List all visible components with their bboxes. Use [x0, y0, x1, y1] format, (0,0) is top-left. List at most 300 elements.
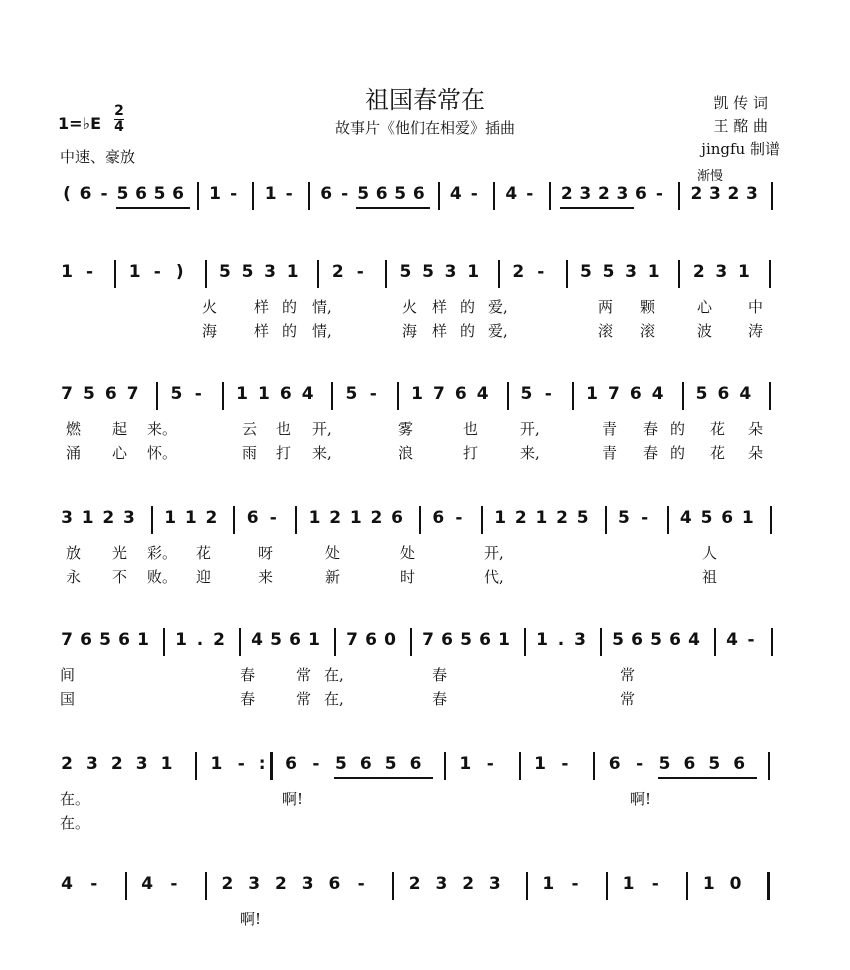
note: 6 — [432, 508, 445, 528]
lyric-syllable: 样 — [254, 298, 270, 316]
lyric-syllable: 起 — [112, 420, 128, 438]
lyric-syllable: 怀。 — [147, 444, 178, 462]
lyric-syllable: 祖 — [702, 568, 718, 586]
note: 6 — [717, 384, 730, 404]
lyric-syllable: 人 — [702, 544, 718, 562]
note: 1 — [494, 508, 507, 528]
beam-underline — [578, 207, 597, 209]
note: 1 — [128, 262, 141, 282]
bar-line — [392, 872, 394, 900]
note: - — [269, 508, 277, 528]
lyric-syllable: 常 — [296, 666, 312, 684]
note: 6 — [320, 184, 333, 204]
note: 1 — [81, 508, 94, 528]
note: 1 — [741, 508, 754, 528]
note: 5 — [422, 262, 434, 282]
note: 3 — [715, 262, 728, 282]
note: 1 — [257, 384, 270, 404]
note: 3 — [122, 508, 135, 528]
lyric-syllable: 啊! — [240, 910, 262, 928]
rit-marking: 渐慢 — [697, 169, 724, 184]
bar-line — [593, 752, 595, 780]
note: - — [369, 384, 377, 404]
lyric-syllable: 代, — [484, 568, 504, 586]
lyric-syllable: 打 — [463, 444, 479, 462]
note: 4 — [476, 384, 489, 404]
note: 4 — [141, 874, 154, 894]
note: 7 — [61, 630, 73, 650]
note: - — [544, 384, 552, 404]
song-subtitle: 故事片《他们在相爱》插曲 — [334, 119, 515, 137]
note: 6 — [135, 184, 147, 204]
lyric-syllable: 波 — [697, 322, 713, 340]
note: - — [636, 754, 644, 774]
note: 0 — [384, 630, 396, 650]
lyric-syllable: 在, — [324, 666, 344, 684]
note: 5 — [700, 508, 713, 528]
note: 6 — [479, 630, 491, 650]
lyric-syllable: 花 — [710, 444, 726, 462]
lyric-syllable: 国 — [60, 690, 76, 708]
note: 6 — [733, 754, 746, 774]
note: 1 — [542, 874, 555, 894]
bar-line — [233, 506, 235, 534]
note: 6 — [669, 630, 681, 650]
bar-line — [252, 182, 254, 210]
lyric-syllable: 来, — [520, 444, 540, 462]
bar-line — [331, 382, 333, 410]
note: 3 — [625, 262, 637, 282]
note: 1 — [647, 262, 660, 282]
note: 5 — [695, 384, 708, 404]
bar-line — [549, 182, 551, 210]
lyric-syllable: 打 — [276, 444, 292, 462]
lyric-syllable: 青 — [602, 444, 618, 462]
meter-top: 2 — [114, 103, 124, 119]
note: 6 — [285, 754, 297, 774]
lyric-syllable: 春 — [432, 666, 448, 684]
lyric-syllable: 春 — [643, 420, 659, 438]
note: 1 — [264, 184, 277, 204]
note: 5 — [334, 754, 347, 774]
lyric-syllable: 常 — [620, 666, 636, 684]
note: 6 — [683, 754, 696, 774]
lyric-syllable: 永 — [66, 568, 82, 586]
note: 6 — [104, 384, 117, 404]
bar-line — [205, 872, 207, 900]
note: - — [641, 508, 649, 528]
lyric-syllable: 春 — [240, 690, 256, 708]
note: 5 — [357, 184, 370, 204]
note: 3 — [135, 754, 148, 774]
note: - — [237, 754, 245, 774]
bar-line — [498, 260, 500, 288]
lyric-syllable: 常 — [620, 690, 636, 708]
bar-line — [600, 628, 602, 656]
note: 1 — [160, 754, 173, 774]
note: 3 — [616, 184, 629, 204]
beam-underline — [153, 207, 172, 209]
lyric-syllable: 中 — [748, 298, 764, 316]
note: 5 — [270, 630, 282, 650]
note: 4 — [61, 874, 73, 894]
beam-underline — [707, 777, 732, 779]
bar-line — [686, 872, 688, 900]
bar-line — [572, 382, 574, 410]
note: 6 — [634, 184, 647, 204]
note: 2 — [110, 754, 123, 774]
lyric-syllable: 滚 — [640, 322, 656, 340]
note: 6 — [172, 184, 184, 204]
note: 6 — [608, 754, 621, 774]
repeat-colon: : — [258, 754, 266, 774]
bar-line — [566, 260, 568, 288]
note: 1 — [137, 630, 149, 650]
note: 5 — [708, 754, 721, 774]
note: 1 — [459, 754, 472, 774]
meter-bottom: 4 — [114, 119, 124, 135]
lyric-syllable: 开, — [312, 420, 332, 438]
note: - — [285, 184, 293, 204]
note: - — [312, 754, 320, 774]
note: 4 — [726, 630, 738, 650]
lyric-syllable: 间 — [60, 666, 76, 684]
note: 2 — [370, 508, 383, 528]
note: 6 — [289, 630, 301, 650]
note: - — [356, 262, 364, 282]
lyric-syllable: 花 — [196, 544, 212, 562]
bar-line — [444, 752, 446, 780]
note: - — [571, 874, 579, 894]
lyric-syllable: 新 — [325, 568, 341, 586]
beam-underline — [732, 777, 757, 779]
lyric-syllable: 时 — [400, 568, 416, 586]
notation-system — [58, 382, 788, 418]
beam-underline — [334, 777, 359, 779]
note: 1 — [184, 508, 197, 528]
bar-line — [769, 382, 771, 410]
lyric-syllable: 海 — [402, 322, 418, 340]
note: 6 — [359, 754, 372, 774]
lyric-syllable: 爱, — [488, 322, 508, 340]
bar-line — [771, 628, 773, 656]
note: 2 — [61, 754, 73, 774]
beam-underline — [384, 777, 409, 779]
note: 1 — [411, 384, 423, 404]
note: 1 — [308, 508, 321, 528]
note: - — [651, 874, 659, 894]
notation-system — [58, 182, 788, 218]
lyric-syllable: 青 — [602, 420, 618, 438]
lyric-syllable: 来。 — [147, 420, 178, 438]
note: 3 — [85, 754, 98, 774]
bar-line — [605, 506, 607, 534]
lyric-syllable: 火 — [402, 298, 418, 316]
note: - — [357, 874, 365, 894]
note: 2 — [556, 508, 568, 528]
note: 5 — [394, 184, 407, 204]
bar-line — [678, 260, 680, 288]
beam-underline — [359, 777, 384, 779]
bar-line — [295, 506, 297, 534]
note: 2 — [512, 262, 525, 282]
beam-underline — [597, 207, 616, 209]
note: 6 — [80, 630, 92, 650]
lyric-syllable: 样 — [432, 322, 448, 340]
lyric-syllable: 的 — [282, 322, 298, 340]
bar-line — [606, 872, 608, 900]
lyric-syllable: 的 — [460, 298, 476, 316]
lyric-syllable: 心 — [112, 444, 128, 462]
lyric-syllable: 处 — [400, 544, 416, 562]
note: - — [561, 754, 569, 774]
bar-line — [151, 506, 153, 534]
note: - — [100, 184, 108, 204]
note: 7 — [422, 630, 434, 650]
beam-underline — [116, 207, 135, 209]
lyric-syllable: 春 — [432, 690, 448, 708]
bar-line — [156, 382, 158, 410]
note: 3 — [746, 184, 758, 204]
note: 5 — [618, 508, 630, 528]
note: - — [170, 874, 178, 894]
lyric-syllable: 雾 — [398, 420, 414, 438]
note: 2 — [331, 262, 344, 282]
note: 2 — [692, 262, 705, 282]
tempo-marking: 中速、豪放 — [60, 148, 136, 166]
note: 1 — [536, 630, 548, 650]
lyric-syllable: 燃 — [66, 420, 82, 438]
note: - — [537, 262, 545, 282]
note: 5 — [650, 630, 662, 650]
note: 2 — [514, 508, 527, 528]
note: 1 — [236, 384, 248, 404]
beam-underline — [375, 207, 394, 209]
bar-line — [397, 382, 399, 410]
note: 5 — [116, 184, 129, 204]
note: 5 — [658, 754, 671, 774]
lyric-syllable: 开, — [520, 420, 540, 438]
note: 3 — [248, 874, 261, 894]
note: 6 — [454, 384, 467, 404]
note: 5 — [219, 262, 231, 282]
bar-line — [205, 260, 207, 288]
lyric-syllable: 彩。 — [147, 544, 178, 562]
bar-line — [678, 182, 680, 210]
lyric-syllable: 花 — [710, 420, 726, 438]
note: 5 — [241, 262, 254, 282]
note: 1 — [286, 262, 299, 282]
note: 4 — [688, 630, 700, 650]
note: - — [470, 184, 478, 204]
note: 6 — [375, 184, 388, 204]
note: - — [230, 184, 238, 204]
note: 5 — [460, 630, 472, 650]
note: - — [747, 630, 755, 650]
note: 3 — [709, 184, 721, 204]
bar-line — [767, 872, 770, 900]
note: 1 — [586, 384, 598, 404]
note: 1 — [349, 508, 362, 528]
bar-line — [308, 182, 310, 210]
note: ) — [175, 262, 184, 282]
lyric-syllable: 开, — [484, 544, 504, 562]
notation-system — [58, 506, 788, 542]
lyric-syllable: 云 — [242, 420, 258, 438]
bar-line — [197, 182, 199, 210]
note: - — [526, 184, 534, 204]
note: 2 — [560, 184, 573, 204]
note: - — [655, 184, 663, 204]
bar-line — [682, 382, 684, 410]
note: 4 — [301, 384, 314, 404]
beam-underline — [560, 207, 579, 209]
note: 5 — [399, 262, 412, 282]
composer-credit: 王 酩 曲 — [713, 117, 768, 135]
lyric-syllable: 处 — [325, 544, 341, 562]
note: 4 — [251, 630, 263, 650]
bar-line — [438, 182, 440, 210]
note: 6 — [412, 184, 425, 204]
beam-underline — [171, 207, 190, 209]
bar-line — [195, 752, 197, 780]
lyric-syllable: 浪 — [398, 444, 414, 462]
lyric-syllable: 样 — [254, 322, 270, 340]
note: 7 — [61, 384, 73, 404]
time-signature — [114, 104, 124, 135]
lyric-syllable: 火 — [202, 298, 218, 316]
lyric-syllable: 常 — [296, 690, 312, 708]
note: 4 — [651, 384, 664, 404]
note: 5 — [384, 754, 397, 774]
beam-underline — [412, 207, 431, 209]
note: 1 — [534, 754, 546, 774]
note: 5 — [170, 384, 183, 404]
lyric-syllable: 来, — [312, 444, 332, 462]
note: 7 — [433, 384, 445, 404]
note: 1 — [61, 262, 73, 282]
song-title: 祖国春常在 — [365, 86, 485, 114]
note: 5 — [612, 630, 624, 650]
lyric-syllable: 涛 — [748, 322, 764, 340]
note: 2 — [213, 630, 225, 650]
lyric-syllable: 来 — [258, 568, 274, 586]
note: . — [196, 630, 204, 650]
note: 2 — [329, 508, 342, 528]
lyric-syllable: 在。 — [60, 790, 91, 808]
note: 1 — [702, 874, 715, 894]
note: 6 — [409, 754, 422, 774]
note: - — [486, 754, 494, 774]
key-signature: 1=♭E — [58, 114, 102, 133]
bar-line — [334, 628, 336, 656]
note: 5 — [576, 508, 589, 528]
beam-underline — [615, 207, 634, 209]
lyric-syllable: 海 — [202, 322, 218, 340]
bar-line — [770, 506, 772, 534]
lyric-syllable: 情, — [312, 298, 332, 316]
lyric-syllable: 放 — [66, 544, 82, 562]
bar-line — [519, 752, 521, 780]
lyricist-credit: 凯 传 词 — [713, 94, 768, 112]
bar-line — [419, 506, 421, 534]
note: 2 — [205, 508, 218, 528]
note: 6 — [246, 508, 259, 528]
lyric-syllable: 雨 — [242, 444, 258, 462]
lyric-syllable: 也 — [276, 420, 292, 438]
lyric-syllable: 不 — [112, 568, 128, 586]
lyric-syllable: 在, — [324, 690, 344, 708]
lyric-syllable: 心 — [697, 298, 713, 316]
note: ( — [63, 184, 71, 204]
note: 5 — [99, 630, 111, 650]
beam-underline — [356, 207, 375, 209]
lyric-syllable: 的 — [670, 444, 686, 462]
note: 5 — [580, 262, 592, 282]
note: 3 — [444, 262, 457, 282]
note: 6 — [631, 630, 643, 650]
note: 1 — [535, 508, 548, 528]
note: 3 — [574, 630, 586, 650]
note: 3 — [435, 874, 448, 894]
note: 2 — [275, 874, 287, 894]
bar-line — [771, 182, 773, 210]
note: 2 — [597, 184, 610, 204]
lyric-syllable: 的 — [282, 298, 298, 316]
note: 1 — [498, 630, 510, 650]
note: 6 — [79, 184, 92, 204]
note: 6 — [279, 384, 292, 404]
note: - — [86, 262, 94, 282]
lyric-syllable: 样 — [432, 298, 448, 316]
note: 1 — [737, 262, 750, 282]
note: 7 — [346, 630, 358, 650]
note: - — [455, 508, 463, 528]
lyric-syllable: 情, — [312, 322, 332, 340]
note: 5 — [520, 384, 533, 404]
note: 6 — [629, 384, 642, 404]
arranger-credit: jingfu 制谱 — [701, 140, 780, 158]
note: 1 — [467, 262, 480, 282]
lyric-syllable: 朵 — [748, 420, 764, 438]
lyric-syllable: 呀 — [258, 544, 274, 562]
bar-line — [768, 752, 770, 780]
note: 2 — [462, 874, 475, 894]
note: 4 — [739, 384, 752, 404]
bar-line — [524, 628, 526, 656]
note: 2 — [408, 874, 421, 894]
note: 6 — [328, 874, 341, 894]
note: 2 — [690, 184, 703, 204]
bar-line — [769, 260, 771, 288]
note: 3 — [301, 874, 314, 894]
note: 7 — [126, 384, 139, 404]
bar-line — [410, 628, 412, 656]
bar-line — [239, 628, 241, 656]
note: 0 — [729, 874, 742, 894]
note: . — [557, 630, 565, 650]
note: 6 — [365, 630, 377, 650]
note: 5 — [602, 262, 615, 282]
lyric-syllable: 败。 — [147, 568, 178, 586]
bar-line — [125, 872, 127, 900]
note: 5 — [345, 384, 358, 404]
lyric-syllable: 滚 — [598, 322, 614, 340]
note: 2 — [221, 874, 234, 894]
lyric-syllable: 春 — [240, 666, 256, 684]
lyric-syllable: 朵 — [748, 444, 764, 462]
lyric-syllable: 春 — [643, 444, 659, 462]
